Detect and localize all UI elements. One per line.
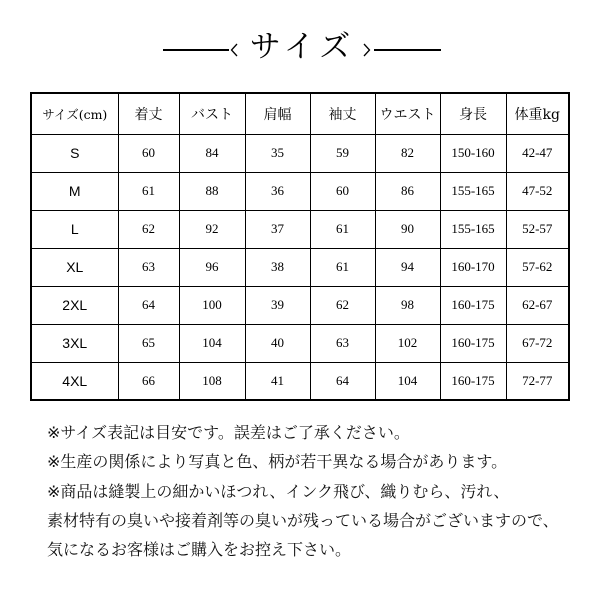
cell-size: 2XL	[31, 286, 118, 324]
cell-waist: 104	[375, 362, 440, 400]
size-table	[30, 92, 570, 401]
cell-waist: 102	[375, 324, 440, 362]
note-line: ※サイズ表記は目安です。誤差はご了承ください。	[47, 423, 410, 442]
cell-shoulder: 39	[245, 286, 310, 324]
chevron-right-icon	[363, 43, 371, 57]
cell-sleeve: 63	[310, 324, 375, 362]
table-row	[31, 210, 569, 248]
table-row	[31, 324, 569, 362]
note-line: 気になるお客様はご購入をお控え下さい。	[47, 540, 352, 560]
table-row	[31, 248, 569, 286]
cell-shoulder: 36	[245, 172, 310, 210]
table-row	[31, 134, 569, 172]
notes	[47, 418, 587, 564]
cell-height: 160-175	[440, 286, 506, 324]
cell-size: M	[31, 172, 118, 210]
cell-sleeve: 60	[310, 172, 375, 210]
title-left-line	[163, 49, 229, 51]
cell-size: L	[31, 210, 118, 248]
header-bust: バスト	[179, 93, 245, 134]
note-line: ※商品は縫製上の細かいほつれ、インク飛び、織りむら、汚れ、	[47, 481, 510, 501]
header-length: 着丈	[118, 93, 179, 134]
header-sleeve: 袖丈	[310, 93, 375, 134]
cell-length: 63	[118, 248, 179, 286]
cell-waist: 86	[375, 172, 440, 210]
header-height: 身長	[440, 93, 506, 134]
cell-height: 160-175	[440, 362, 506, 400]
cell-weight: 72-77	[506, 362, 569, 400]
cell-height: 155-165	[440, 172, 506, 210]
cell-length: 64	[118, 286, 179, 324]
header-weight: 体重kg	[506, 93, 569, 134]
cell-weight: 67-72	[506, 324, 569, 362]
cell-size: XL	[31, 248, 118, 286]
cell-weight: 62-67	[506, 286, 569, 324]
cell-weight: 57-62	[506, 248, 569, 286]
cell-weight: 47-52	[506, 172, 569, 210]
cell-sleeve: 61	[310, 210, 375, 248]
cell-bust: 84	[179, 134, 245, 172]
cell-shoulder: 41	[245, 362, 310, 400]
table-header-row	[31, 93, 569, 134]
cell-height: 155-165	[440, 210, 506, 248]
cell-weight: 42-47	[506, 134, 569, 172]
cell-height: 150-160	[440, 134, 506, 172]
cell-bust: 92	[179, 210, 245, 248]
note-line: ※生産の関係により写真と色、柄が若干異なる場合があります。	[47, 452, 508, 472]
cell-bust: 96	[179, 248, 245, 286]
header-waist: ウエスト	[375, 93, 440, 134]
cell-bust: 104	[179, 324, 245, 362]
cell-waist: 98	[375, 286, 440, 324]
cell-sleeve: 62	[310, 286, 375, 324]
page-title: サイズ	[249, 29, 356, 65]
cell-bust: 88	[179, 172, 245, 210]
cell-waist: 94	[375, 248, 440, 286]
chevron-left-icon	[230, 43, 238, 57]
cell-bust: 100	[179, 286, 245, 324]
header-size: サイズ(cm)	[31, 93, 118, 134]
cell-waist: 90	[375, 210, 440, 248]
header-shoulder: 肩幅	[245, 93, 310, 134]
cell-shoulder: 35	[245, 134, 310, 172]
cell-shoulder: 37	[245, 210, 310, 248]
cell-shoulder: 40	[245, 324, 310, 362]
table-row	[31, 362, 569, 400]
cell-height: 160-170	[440, 248, 506, 286]
cell-size: S	[31, 134, 118, 172]
cell-length: 60	[118, 134, 179, 172]
table-row	[31, 172, 569, 210]
cell-size: 4XL	[31, 362, 118, 400]
cell-weight: 52-57	[506, 210, 569, 248]
cell-length: 61	[118, 172, 179, 210]
cell-shoulder: 38	[245, 248, 310, 286]
cell-sleeve: 64	[310, 362, 375, 400]
note-line: 素材特有の臭いや接着剤等の臭いが残っている場合がございますので、	[47, 510, 559, 530]
cell-length: 62	[118, 210, 179, 248]
title-right-line	[374, 49, 441, 51]
table-row	[31, 286, 569, 324]
cell-waist: 82	[375, 134, 440, 172]
cell-length: 66	[118, 362, 179, 400]
cell-length: 65	[118, 324, 179, 362]
cell-sleeve: 61	[310, 248, 375, 286]
cell-size: 3XL	[31, 324, 118, 362]
cell-bust: 108	[179, 362, 245, 400]
cell-sleeve: 59	[310, 134, 375, 172]
cell-height: 160-175	[440, 324, 506, 362]
